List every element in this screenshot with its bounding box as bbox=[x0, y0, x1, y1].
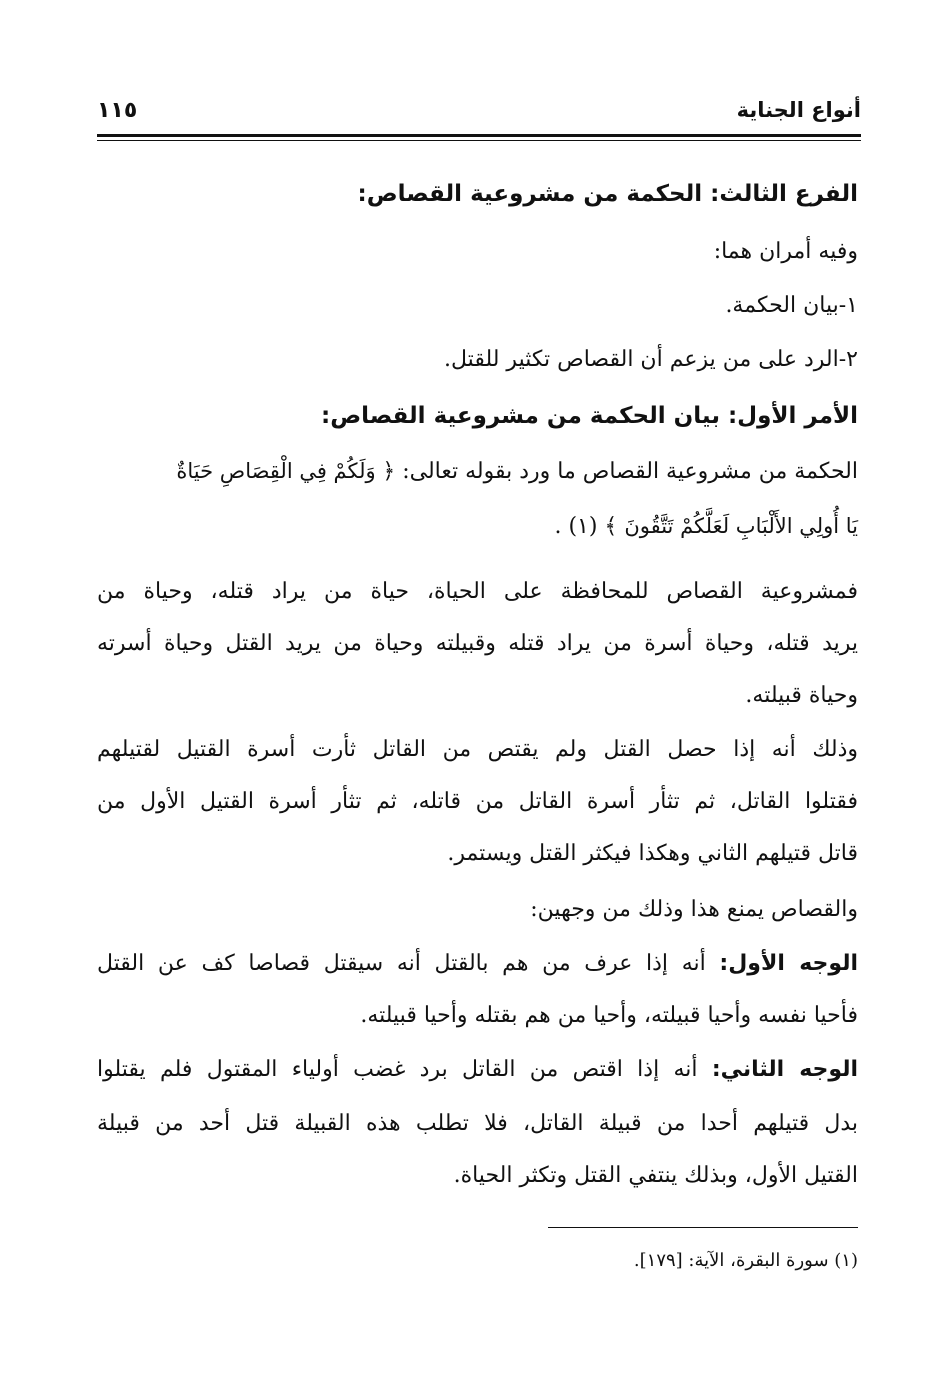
paragraph-line: قاتل قتيلهم الثاني وهكذا فيكثر القتل ويستمر. bbox=[447, 841, 858, 866]
quran-intro-text: الحكمة من مشروعية القصاص ما ورد بقوله تعالى: ﴿ bbox=[382, 459, 858, 484]
first-aspect-label: الوجه الأول: bbox=[719, 951, 858, 976]
intro-line: وفيه أمران هما: bbox=[713, 239, 858, 264]
first-aspect-line bbox=[97, 948, 858, 980]
second-aspect-label: الوجه الثاني: bbox=[711, 1057, 858, 1082]
quran-verse-part1: وَلَكُمْ فِي الْقِصَاصِ حَيَاةٌ bbox=[176, 459, 383, 483]
header-rule bbox=[97, 134, 861, 137]
subheading: الأمر الأول: بيان الحكمة من مشروعية القصاص: bbox=[321, 403, 858, 429]
quran-line-1 bbox=[176, 455, 858, 488]
paragraph-line: بدل قتيلهم أحدا من قبيلة القاتل، فلا تطلب هذه القبيلة قتل أحد من قبيلة bbox=[97, 1111, 858, 1136]
quran-line-2 bbox=[554, 510, 858, 543]
running-title: أنواع الجناية bbox=[736, 98, 861, 122]
header-rule-thin bbox=[97, 140, 861, 141]
section-heading: الفرع الثالث: الحكمة من مشروعية القصاص: bbox=[357, 181, 858, 207]
footnote: (١) سورة البقرة، الآية: [١٧٩]. bbox=[633, 1250, 858, 1271]
running-header bbox=[97, 98, 861, 132]
list-item: ١-بيان الحكمة. bbox=[725, 293, 858, 318]
paragraph-line: القتيل الأول، وبذلك ينتفي القتل وتكثر الحياة. bbox=[453, 1163, 858, 1188]
page-number: ١١٥ bbox=[97, 98, 138, 123]
paragraph-line: فأحيا نفسه وأحيا قبيلته، وأحيا من هم بقتله وأحيا قبيلته. bbox=[360, 1003, 858, 1028]
paragraph-line: فقتلوا القاتل، ثم تثأر أسرة القاتل من قاتله، ثم تثأر أسرة القتيل الأول من bbox=[97, 789, 858, 814]
paragraph-line: وذلك أنه إذا حصل القتل ولم يقتص من القاتل ثأرت أسرة القتيل لقتيلهم bbox=[97, 737, 858, 762]
first-aspect-text: أنه إذا عرف من هم بالقتل أنه سيقتل قصاصا كف عن القتل bbox=[97, 951, 720, 976]
list-item: ٢-الرد على من يزعم أن القصاص تكثير للقتل. bbox=[444, 347, 858, 372]
paragraph-line: فمشروعية القصاص للمحافظة على الحياة، حياة من يراد قتله، وحياة من bbox=[97, 579, 858, 604]
paragraph-line: وحياة قبيلته. bbox=[745, 683, 858, 708]
quran-verse-end: ﴾ (١) . bbox=[554, 514, 618, 539]
paragraph-line: والقصاص يمنع هذا وذلك من وجهين: bbox=[530, 897, 858, 922]
paragraph-line: يريد قتله، وحياة أسرة من يراد قتله وقبيلته وحياة من يريد القتل وحياة أسرته bbox=[97, 631, 858, 656]
footnote-rule bbox=[548, 1227, 858, 1228]
second-aspect-line bbox=[97, 1054, 858, 1086]
second-aspect-text: أنه إذا اقتص من القاتل برد غضب أولياء المقتول فلم يقتلوا bbox=[97, 1057, 712, 1082]
quran-verse-part2: يَا أُولِي الأَلْبَابِ لَعَلَّكُمْ تَتَّقُونَ bbox=[624, 514, 858, 538]
